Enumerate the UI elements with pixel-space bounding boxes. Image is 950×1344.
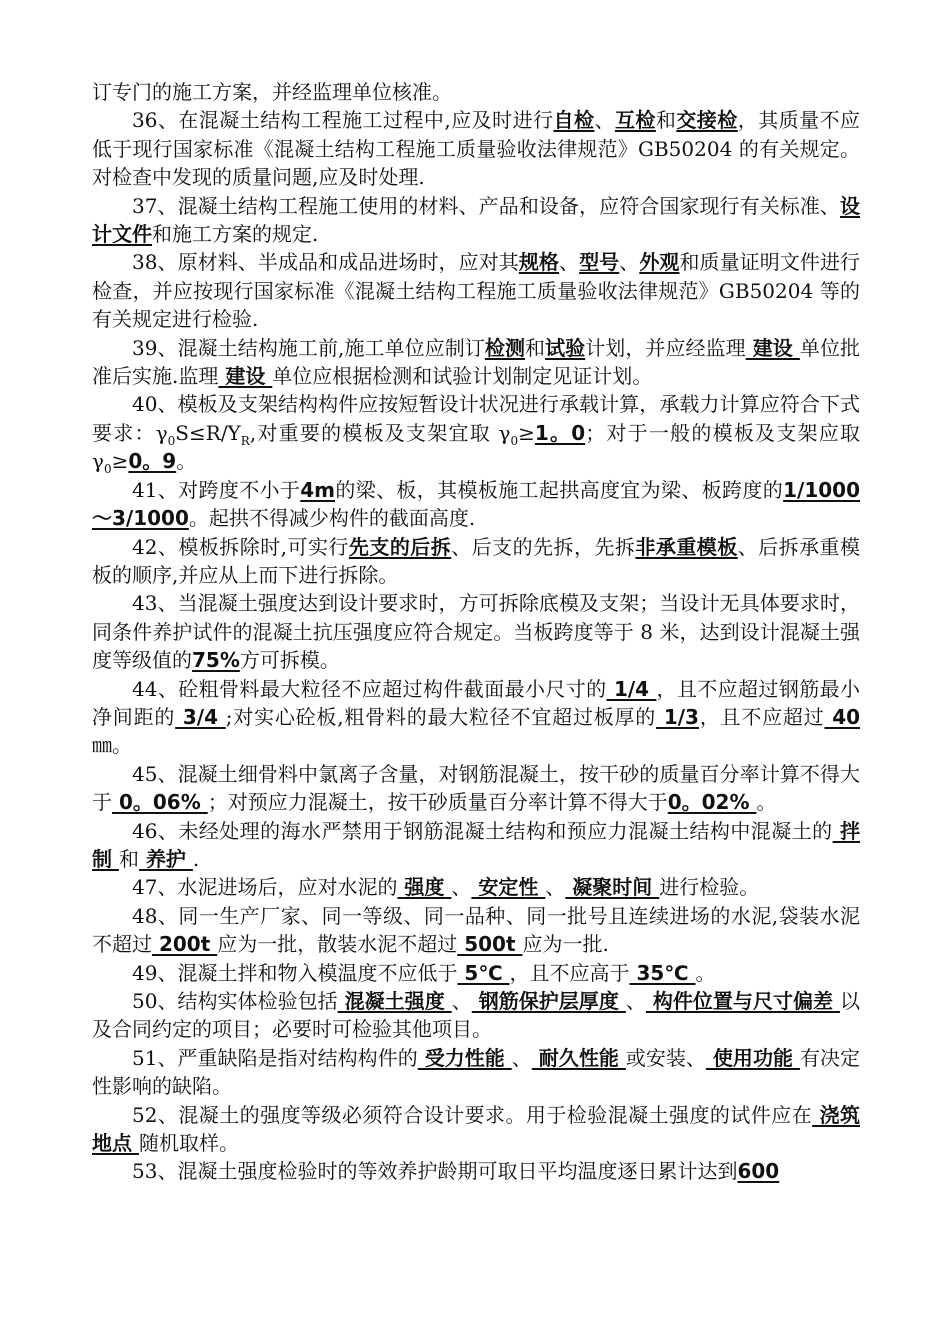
- answer-blank: 4m: [300, 477, 336, 502]
- text-run: 、: [451, 875, 472, 900]
- text-run: ;对实心砼板,粗骨料的最大粒径不宜超过板厚的: [225, 704, 657, 729]
- subscript: 0: [103, 462, 112, 477]
- text-run: 36、在混凝土结构工程施工过程中,应及时进行: [132, 108, 554, 133]
- paragraph-p48: [92, 902, 860, 959]
- text-run: 45、混凝土细骨料中氯离子含量，对钢筋混凝土，按干砂的质量百分率计算不得大于: [92, 761, 860, 815]
- text-run: 计划，并应经监理: [585, 335, 746, 360]
- answer-blank: 40: [824, 704, 861, 729]
- text-run: ㎜。: [92, 733, 132, 758]
- text-run: 单位应根据检测和试验计划制定见证计划。: [272, 364, 653, 389]
- paragraph-p42: [92, 533, 860, 590]
- answer-blank: 浇筑地点: [92, 1102, 860, 1156]
- answer-blank: 交接检: [676, 108, 738, 133]
- answer-blank: 0。9: [128, 449, 177, 474]
- answer-blank: 混凝土强度: [337, 989, 452, 1013]
- paragraph-p50: [92, 987, 860, 1044]
- paragraph-p-intro: [92, 78, 860, 106]
- text-run: 38、原材料、半成品和成品进场时，应对其: [132, 250, 519, 275]
- text-run: 订专门的施工方案，并经监理单位核准。: [92, 80, 452, 104]
- answer-blank: 建设: [745, 335, 800, 360]
- answer-blank: 外观: [639, 250, 680, 275]
- text-run: 、: [451, 989, 472, 1013]
- text-run: 和: [525, 335, 546, 360]
- paragraph-p43: [92, 589, 860, 674]
- text-run: ≥: [518, 420, 535, 445]
- answer-blank: 1/1000～3/1000: [92, 477, 861, 531]
- text-run: 应为一批.: [522, 932, 609, 957]
- answer-blank: 5℃: [457, 960, 510, 985]
- text-run: 52、混凝土的强度等级必须符合设计要求。用于检验混凝土强度的试件应在: [132, 1102, 813, 1127]
- text-run: 。起拱不得减少构件的截面高度.: [188, 506, 476, 531]
- answer-blank: 75%: [192, 648, 240, 673]
- paragraph-p46: [92, 817, 860, 874]
- answer-blank: 试验: [545, 335, 586, 360]
- answer-blank: 强度: [397, 875, 452, 900]
- paragraph-p36: [92, 106, 860, 191]
- text-run: 、: [625, 989, 646, 1013]
- text-run: ≥: [111, 449, 129, 474]
- answer-blank: 拌制: [92, 818, 861, 871]
- answer-blank: 规格: [518, 250, 559, 275]
- text-run: 和质量证明文件进行检查，并应按现行国家标准《混凝土结构工程施工质量验收法律规范》GB50204 等的有关规定进行检验.: [92, 250, 861, 332]
- answer-blank: 1/3: [656, 704, 699, 729]
- text-run: 、: [619, 250, 640, 275]
- paragraph-p53: [92, 1157, 860, 1185]
- subscript: 0: [167, 433, 176, 448]
- answer-blank: 使用功能: [705, 1045, 800, 1070]
- subscript: R: [240, 433, 250, 448]
- text-run: 46、未经处理的海水严禁用于钢筋混凝土结构和预应力混凝土结构中混凝土的: [132, 818, 833, 843]
- answer-blank: 1/4: [606, 676, 657, 701]
- text-run: 。: [176, 449, 197, 474]
- text-run: ；对预应力混凝土，按干砂质量百分率计算不得大于: [207, 790, 668, 815]
- paragraph-p37: [92, 192, 860, 249]
- text-run: 53、混凝土强度检验时的等效养护龄期可取日平均温度逐日累计达到: [132, 1159, 738, 1184]
- text-run: 41、对跨度不小于: [132, 477, 301, 502]
- text-run: 、: [594, 108, 615, 133]
- answer-blank: 600: [737, 1159, 780, 1184]
- answer-blank: 200t: [152, 932, 218, 957]
- text-run: 48、同一生产厂家、同一等级、同一品种、同一批号且连续进场的水泥,袋装水泥不超过: [92, 903, 860, 957]
- answer-blank: 自检: [553, 108, 595, 133]
- document-page: [92, 78, 860, 1186]
- text-run: 方可拆模。: [239, 648, 340, 673]
- answer-blank: 3/4: [175, 704, 226, 729]
- text-run: 应为一批，散装水泥不超过: [217, 932, 458, 957]
- text-run: .: [192, 846, 200, 871]
- text-run: ，且不应高于: [509, 960, 630, 985]
- text-run: 进行检验。: [659, 875, 760, 900]
- text-run: 37、混凝土结构工程施工使用的材料、产品和设备，应符合国家现行有关标准、: [132, 193, 840, 218]
- text-run: 39、混凝土结构施工前,施工单位应制订: [132, 335, 485, 360]
- paragraph-p39: [92, 334, 860, 391]
- answer-blank: 养护: [138, 846, 193, 871]
- text-run: 50、结构实体检验包括: [132, 989, 338, 1013]
- paragraph-p52: [92, 1101, 860, 1158]
- text-run: 和: [655, 108, 677, 133]
- paragraph-p41: [92, 476, 860, 533]
- text-run: 47、水泥进场后，应对水泥的: [132, 875, 398, 900]
- answer-blank: 建设: [218, 364, 273, 389]
- text-run: 44、砼粗骨料最大粒径不应超过构件截面最小尺寸的: [132, 676, 607, 701]
- answer-blank: 0。06%: [112, 790, 208, 815]
- paragraph-p51: [92, 1044, 860, 1101]
- answer-blank: 安定性: [471, 875, 546, 900]
- text-run: S≤R/Y: [175, 420, 241, 445]
- text-run: 。: [756, 790, 777, 815]
- text-run: 、后拆承重模板的顺序,并应从上而下进行拆除。: [92, 534, 861, 587]
- answer-blank: 设计文件: [92, 193, 860, 247]
- answer-blank: 构件位置与尺寸偏差: [645, 989, 841, 1013]
- paragraph-p44: [92, 675, 860, 760]
- text-run: 和施工方案的规定.: [152, 222, 319, 247]
- text-run: ；对于一般的模板及支架应取 γ: [92, 420, 860, 474]
- answer-blank: 检测: [484, 335, 526, 360]
- answer-blank: 先支的后拆: [348, 534, 452, 559]
- text-run: 或安装、: [625, 1045, 706, 1070]
- subscript: 0: [510, 433, 519, 448]
- paragraph-p49: [92, 959, 860, 987]
- answer-blank: 互检: [614, 108, 656, 133]
- answer-blank: 受力性能: [417, 1045, 512, 1070]
- paragraph-p47: [92, 873, 860, 901]
- text-run: 以及合同约定的项目；必要时可检验其他项目。: [92, 989, 861, 1042]
- text-run: 随机取样。: [138, 1131, 239, 1156]
- text-run: 和: [118, 846, 139, 871]
- answer-blank: 型号: [579, 250, 620, 275]
- text-run: 49、混凝土拌和物入模温度不应低于: [132, 960, 458, 985]
- text-run: ,对重要的模板及支架宜取 γ: [249, 420, 511, 445]
- paragraph-p38: [92, 248, 860, 333]
- text-run: 42、模板拆除时,可实行: [132, 534, 349, 559]
- answer-blank: 500t: [457, 932, 523, 957]
- answer-blank: 凝聚时间: [565, 875, 660, 900]
- text-run: 43、当混凝土强度达到设计要求时，方可拆除底模及支架；当设计无具体要求时，同条件养护试件的混凝土抗压强度应符合规定。当板跨度等于 8 米，达到设计混凝土强度等级值的: [92, 591, 860, 673]
- answer-blank: 0。02%: [667, 790, 757, 815]
- answer-blank: 1。0: [534, 420, 586, 445]
- paragraph-p40: [92, 390, 860, 475]
- text-run: 的梁、板，其模板施工起拱高度宜为梁、板跨度的: [335, 477, 784, 502]
- paragraph-p45: [92, 760, 860, 817]
- text-run: 、后支的先拆，先拆: [451, 534, 636, 559]
- text-run: 。: [695, 960, 716, 985]
- text-run: 单位批准后实施.监理: [92, 335, 861, 389]
- answer-blank: 35℃: [629, 960, 696, 985]
- answer-blank: 耐久性能: [531, 1045, 626, 1070]
- answer-blank: 钢筋保护层厚度: [471, 989, 626, 1013]
- text-run: ，且不应超过钢筋最小净间距的: [92, 676, 861, 729]
- text-run: 有决定性影响的缺陷。: [92, 1045, 861, 1099]
- text-run: 、: [511, 1045, 532, 1070]
- text-run: 、: [559, 250, 580, 275]
- text-run: 40、模板及支架结构构件应按短暂设计状况进行承载计算，承载力计算应符合下式要求：γ: [92, 392, 860, 445]
- text-run: ，且不应超过: [698, 704, 825, 729]
- text-run: ，其质量不应低于现行国家标准《混凝土结构工程施工质量验收法律规范》GB50204 的有关规定。对检查中发现的质量问题,应及时处理.: [92, 108, 861, 190]
- text-run: 51、严重缺陷是指对结构构件的: [132, 1045, 418, 1070]
- text-run: 、: [545, 875, 566, 900]
- answer-blank: 非承重模板: [635, 534, 738, 559]
